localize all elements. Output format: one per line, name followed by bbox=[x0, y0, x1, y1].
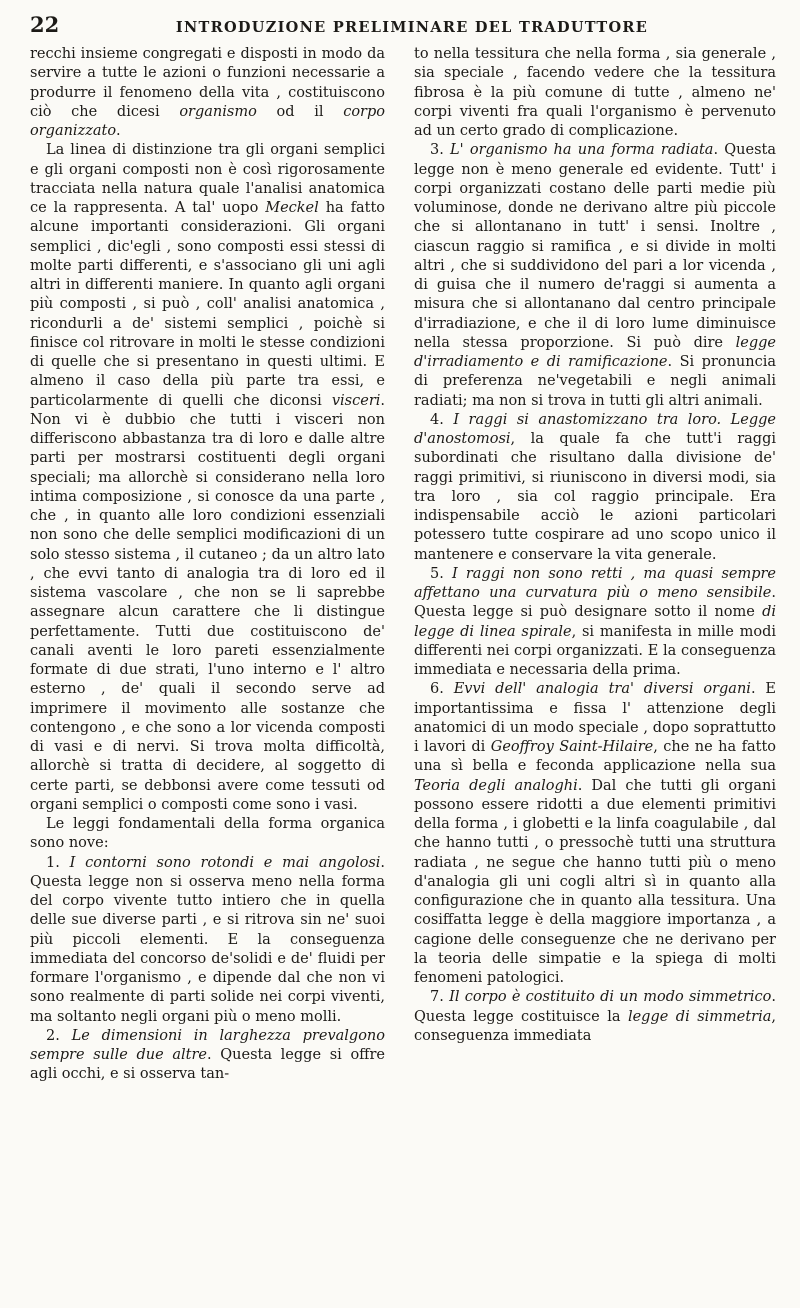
law-6: 6. Evvi dell' analogia tra' diversi organi. E importantissima e fissa l' attenzione degli anatomici di un modo speciale , dopo soprattutto i lavori di Geoffroy Saint-Hilaire, che ne ha fatto una sì bella e feconda applicazione nella sua Teoria degli analoghi. Dal che tutti gli organi possono essere ridotti a due elementi primitivi della forma , i globetti e la linfa coagulabile , dal che hanno tutti , o pressochè tutti una struttura radiata , ne segue che hanno tutti più o meno d'analogia gli uni cogli altri sì in quanto alla configurazione che in quanto alla tessitura. Una cosiffatta legge è della maggiore importanza , a cagione delle conseguenze che ne derivano per la teoria delle simpatie e la spiega di molti fenomeni patologici. bbox=[414, 681, 776, 986]
right-column bbox=[414, 45, 776, 1300]
running-title: INTRODUZIONE PRELIMINARE DEL TRADUTTORE bbox=[175, 19, 649, 36]
paragraph: recchi insieme congregati e disposti in modo da servire a tutte le azioni o funzioni necessarie a produrre il fenomeno della vita , costituiscono ciò che dicesi organismo od il corpo organizzato. bbox=[30, 46, 385, 139]
law-4: 4. I raggi si anastomizzano tra loro. Legge d'anostomosi, la quale fa che tutt'i raggi subordinati che risultano dalla divisione de' raggi primitivi, si riuniscono in diversi modi, sia tra loro , sia col raggio principale. Era indispensabile acciò le azioni particolari potessero tutte cospirare ad uno scopo unico il mantenere e conservare la vita generale. bbox=[414, 411, 776, 563]
paragraph: to nella tessitura che nella forma , sia generale , sia speciale , facendo vedere che la tessitura fibrosa è la più comune di tutte , almeno ne' corpi viventi fra quali l'organismo è pervenuto ad un certo grado di complicazione. bbox=[414, 46, 776, 139]
paragraph: La linea di distinzione tra gli organi semplici e gli organi composti non è così rigorosamente tracciata nella natura quale l'analisi anatomica ce la rappresenta. A tal' uopo Meckel ha fatto alcune importanti considerazioni. Gli organi semplici , dic'egli , sono composti essi stessi di molte parti differenti, e s'associano gli uni agli altri in differenti maniere. In quanto agli organi più composti , si può , coll' analisi anatomica , ricondurli a de' sistemi semplici , poichè si finisce col ritrovare in molti le stesse condizioni di quelle che si presentano in questi ultimi. E almeno il caso della più parte tra essi, e particolarmente di quelli che diconsi visceri. Non vi è dubbio che tutti i visceri non differiscono abbastanza tra di loro e dalle altre parti per mostrarsi costituenti degli organi speciali; ma allorchè si considerano nella loro intima composizione , si conosce da una parte , che , in quanto alle loro condizioni essenziali non sono che delle semplici modificazioni di un solo stesso sistema , il cutaneo ; da un altro lato , che evvi tanto di analogia tra di loro ed il sistema vascolare , che non se li saprebbe assegnare alcun carattere che li distingue perfettamente. Tutti due costituiscono de' canali aventi le loro pareti essenzialmente formate di due strati, l'uno interno e l' altro esterno , de' quali il secondo serve ad imprimere il movimento alle sostanze che contengono , e che sono a lor vicenda composti di vasi e di nervi. Si trova molta difficoltà, allorchè si tratta di decidere, al soggetto di certe parti, se debbonsi avere come tessuti od organi semplici o composti come sono i vasi. bbox=[30, 142, 385, 813]
page-header bbox=[30, 12, 774, 38]
law-3: 3. L' organismo ha una forma radiata. Questa legge non è meno generale ed evidente. Tutt' i corpi organizzati costano delle parti medie più voluminose, donde ne derivano altre più piccole che si allontanano in tutt' i sensi. Inoltre , ciascun raggio si ramifica , e si divide in molti altri , che si suddividono del pari a lor vicenda , di guisa che il numero de'raggi si aumenta a misura che si allontanano dal centro principale d'irradiazione, e che il di loro lume diminuisce nella stessa proporzione. Si può dire legge d'irradiamento e di ramificazione. Si pronuncia di preferenza ne'vegetabili e negli animali radiati; ma non si trova in tutti gli altri animali. bbox=[414, 142, 776, 409]
law-1: 1. I contorni sono rotondi e mai angolosi. Questa legge non si osserva meno nella forma del corpo vivente tutto intiero che in quella delle sue diverse parti , e si ritrova sin ne' suoi più piccoli elementi. E la conseguenza immediata del concorso de'solidi e de' fluidi per formare l'organismo , e dipende dal che non vi sono realmente di parti solide nei corpi viventi, ma soltanto negli organi più o meno molli. bbox=[30, 854, 385, 1025]
law-2: 2. Le dimensioni in larghezza prevalgono sempre sulle due altre. Questa legge si offre agli occhi, e si osserva tan- bbox=[30, 1027, 385, 1083]
left-column bbox=[30, 45, 385, 1300]
page-number: 22 bbox=[30, 12, 60, 37]
law-7: 7. Il corpo è costituito di un modo simmetrico. Questa legge costituisce la legge di simmetria, conseguenza immediata bbox=[414, 989, 776, 1044]
law-5: 5. I raggi non sono retti , ma quasi sempre affettano una curvatura più o meno sensibile. Questa legge si può designare sotto il nome di legge di linea spirale, si manifesta in mille modi differenti nei corpi organizzati. E la conseguenza immediata e necessaria della prima. bbox=[414, 565, 776, 678]
paragraph: Le leggi fondamentali della forma organica sono nove: bbox=[30, 816, 385, 852]
